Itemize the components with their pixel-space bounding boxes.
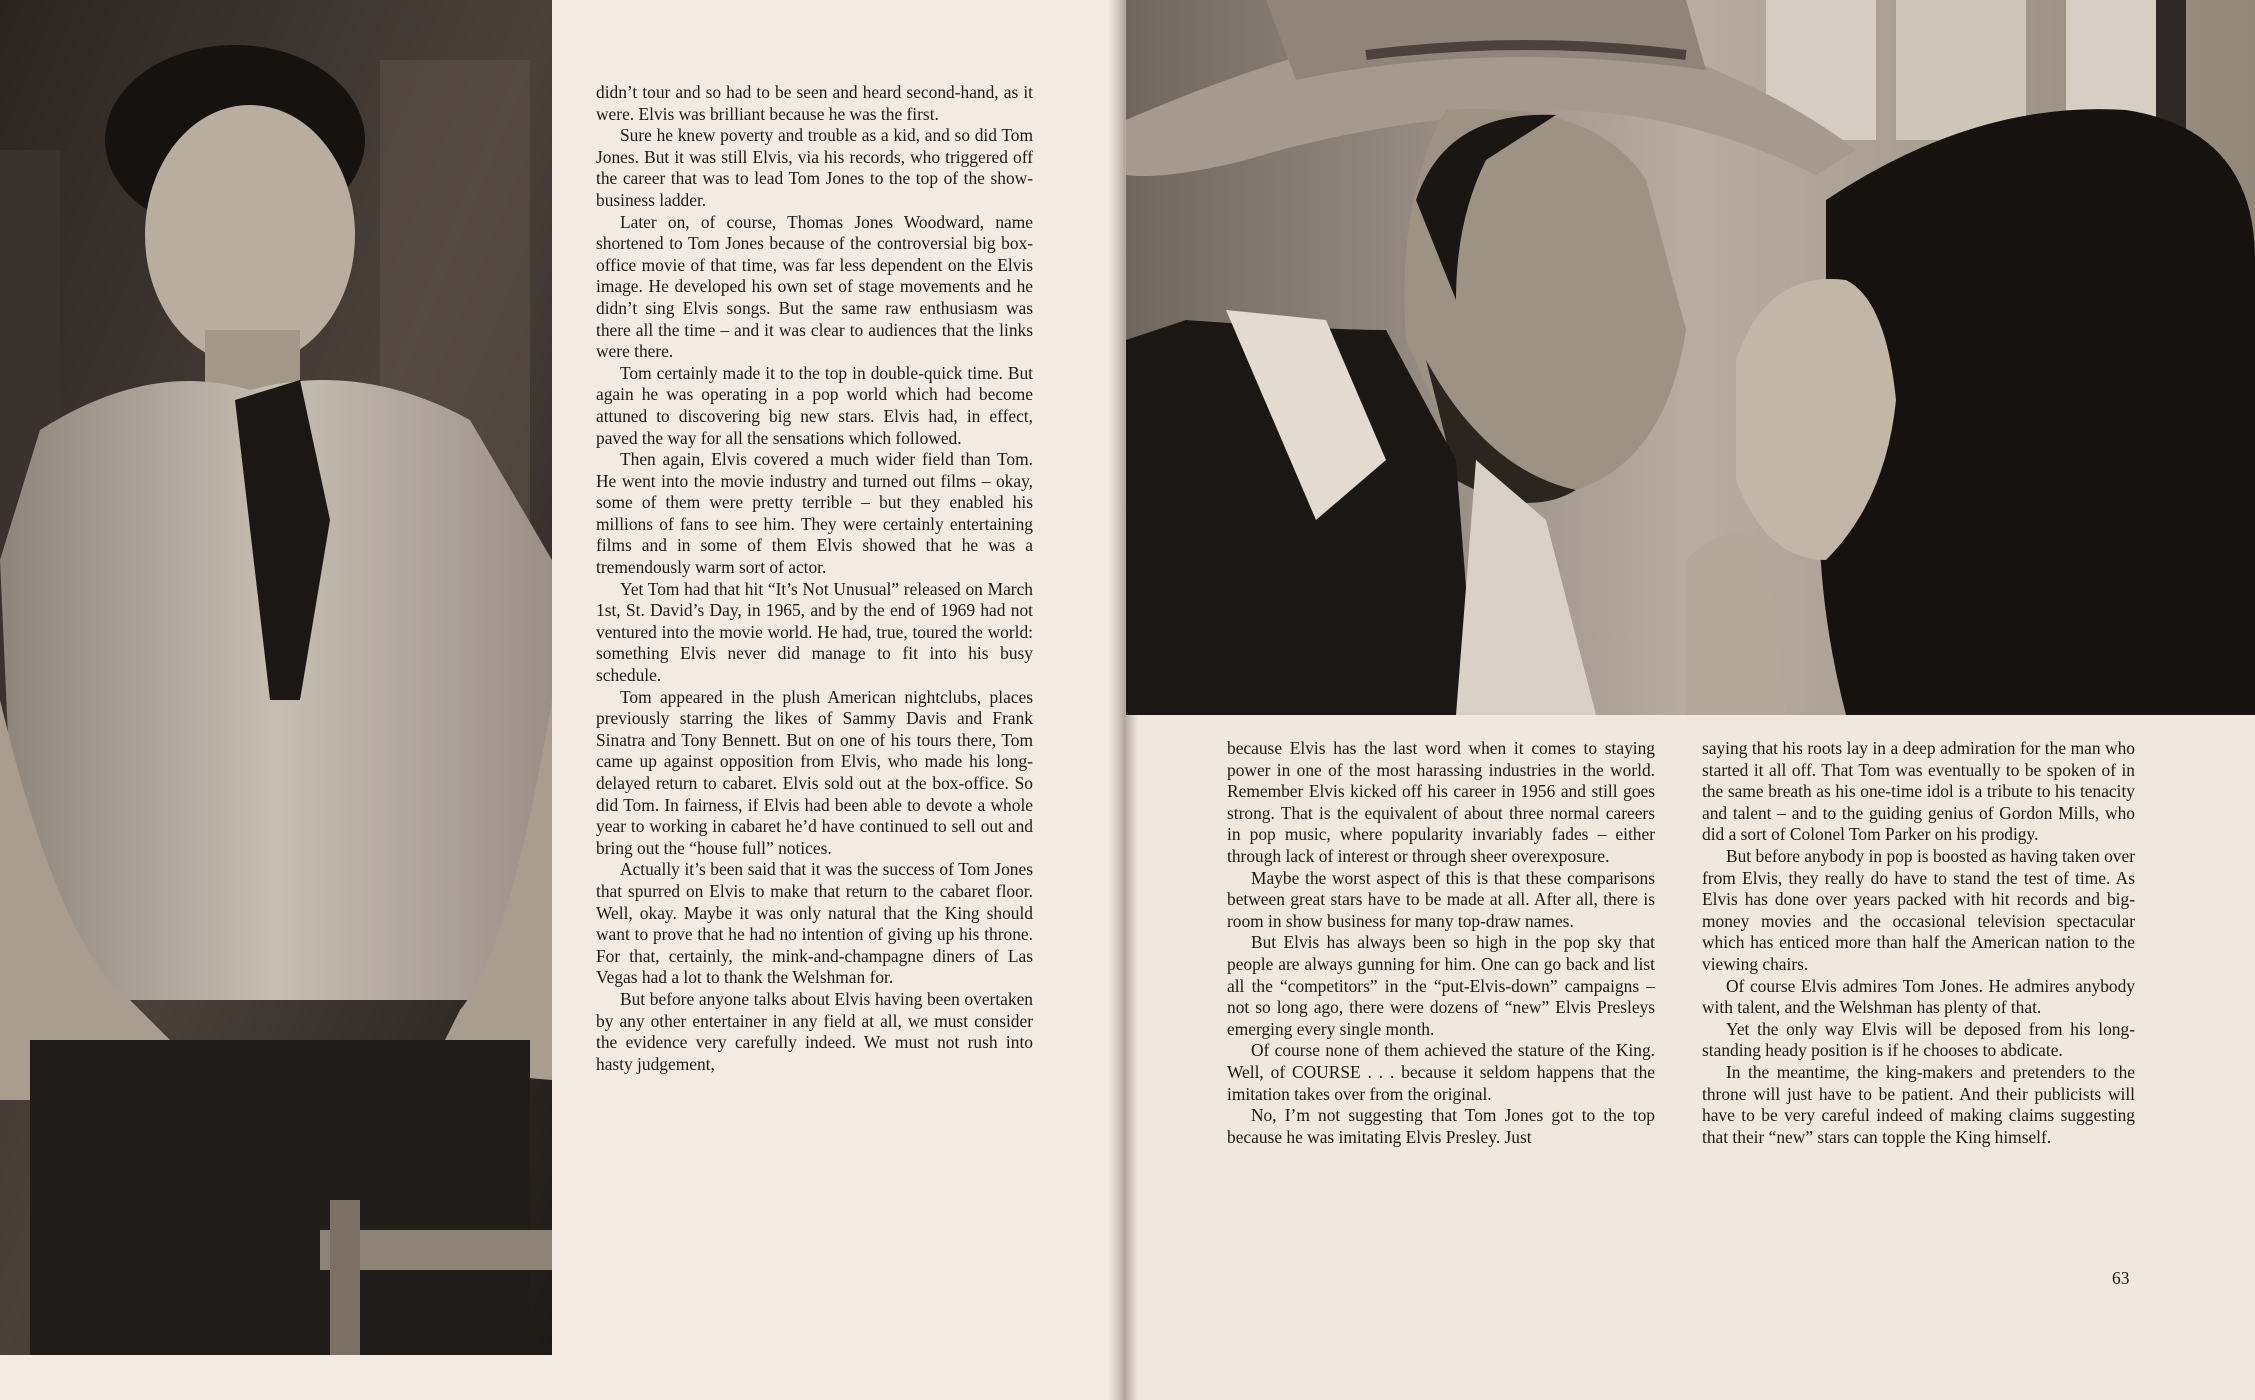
paragraph: Maybe the worst aspect of this is that these comparisons between great stars have to be made at all. After all, there is room in show business for many top-draw names. [1227, 867, 1655, 931]
photo-elvis-standing [0, 0, 552, 1355]
paragraph: But before anybody in pop is boosted as having taken over from Elvis, they really do have to stand the test of time. As Elvis has done over years packed with hit records and big-money movies and the occasional television spectacular which has enticed more than half the American nation to the viewing chairs. [1702, 845, 2135, 974]
paragraph: Later on, of course, Thomas Jones Woodward, name shortened to Tom Jones because of the controversial big box-office movie of that time, was far less dependent on the Elvis image. He developed his own set of stage movements and he didn’t sing Elvis songs. But the same raw enthusiasm was there all the time – and it was clear to audiences that the links were there. [596, 211, 1033, 362]
paragraph: Yet the only way Elvis will be deposed from his long-standing heady position is if he chooses to abdicate. [1702, 1018, 2135, 1061]
paragraph: Tom certainly made it to the top in double-quick time. But again he was operating in a pop world which had become attuned to discovering big new stars. Elvis had, in effect, paved the way for all the sensations which followed. [596, 362, 1033, 448]
paragraph: didn’t tour and so had to be seen and heard second-hand, as it were. Elvis was brilliant because he was the first. [596, 82, 1033, 124]
article-column-2 [1227, 738, 1655, 1148]
paragraph: Of course none of them achieved the stature of the King. Well, of COURSE . . . because it seldom happens that the imitation takes over from the original. [1227, 1040, 1655, 1104]
paragraph: Actually it’s been said that it was the success of Tom Jones that spurred on Elvis to make that return to the cabaret floor. Well, okay. Maybe it was only natural that the King should want to prove that he had no intention of giving up his throne. For that, certainly, the mink-and-champagne diners of Las Vegas had a lot to thank the Welshman for. [596, 859, 1033, 988]
photo-elvis-cowboy-hat-image [1126, 0, 2255, 715]
paragraph: But before anyone talks about Elvis having been overtaken by any other entertainer in any field at all, we must consider the evidence very carefully indeed. We must not rush into hasty judgement, [596, 988, 1033, 1074]
paragraph: because Elvis has the last word when it comes to staying power in one of the most harassing industries in the world. Remember Elvis kicked off his career in 1956 and still goes strong. That is the equivalent of about three normal careers in pop music, where popularity invariably fades – either through lack of interest or through sheer overexposure. [1227, 738, 1655, 866]
page-number: 63 [2112, 1268, 2130, 1288]
paragraph: But Elvis has always been so high in the pop sky that people are always gunning for him. One can go back and list all the “competitors” in the “put-Elvis-down” campaigns – not so long ago, there were dozens of “new” Elvis Presleys emerging every single month. [1227, 932, 1655, 1039]
paragraph: No, I’m not suggesting that Tom Jones got to the top because he was imitating Elvis Presley. Just [1227, 1105, 1655, 1147]
paragraph: saying that his roots lay in a deep admiration for the man who started it all off. That Tom was eventually to be spoken of in the same breath as his one-time idol is a tribute to his tenacity and talent – and to the guiding genius of Gordon Mills, who did a sort of Colonel Tom Parker on his prodigy. [1702, 738, 2135, 845]
photo-elvis-standing-image [0, 0, 552, 1355]
article-column-3 [1702, 738, 2135, 1148]
paragraph: Of course Elvis admires Tom Jones. He admires anybody with talent, and the Welshman has plenty of that. [1702, 975, 2135, 1018]
paragraph: Sure he knew poverty and trouble as a kid, and so did Tom Jones. But it was still Elvis, via his records, who triggered off the career that was to lead Tom Jones to the top of the show-business ladder. [596, 125, 1033, 210]
paragraph: Tom appeared in the plush American nightclubs, places previously starring the likes of Sammy Davis and Frank Sinatra and Tony Bennett. But on one of his tours there, Tom came up against opposition from Elvis, who made his long-delayed return to cabaret. Elvis sold out at the box-office. So did Tom. In fairness, if Elvis had been able to devote a whole year to working in cabaret he’d have continued to sell out and bring out the “house full” notices. [596, 686, 1033, 858]
paragraph: Then again, Elvis covered a much wider field than Tom. He went into the movie industry and turned out films – okay, some of them were pretty terrible – but they enabled his millions of fans to see him. They were certainly entertaining films and in some of them Elvis showed that he was a tremendously warm sort of actor. [596, 449, 1033, 578]
paragraph: In the meantime, the king-makers and pretenders to the throne will just have to be patient. And their publicists will have to be very careful indeed of making claims suggesting that their “new” stars can topple the King himself. [1702, 1061, 2135, 1147]
photo-elvis-cowboy-hat [1126, 0, 2255, 715]
article-column-1 [596, 82, 1033, 1075]
paragraph: Yet Tom had that hit “It’s Not Unusual” released on March 1st, St. David’s Day, in 1965, and by the end of 1969 had not ventured into the movie world. He had, true, toured the world: something Elvis never did manage to fit into his busy schedule. [596, 578, 1033, 686]
